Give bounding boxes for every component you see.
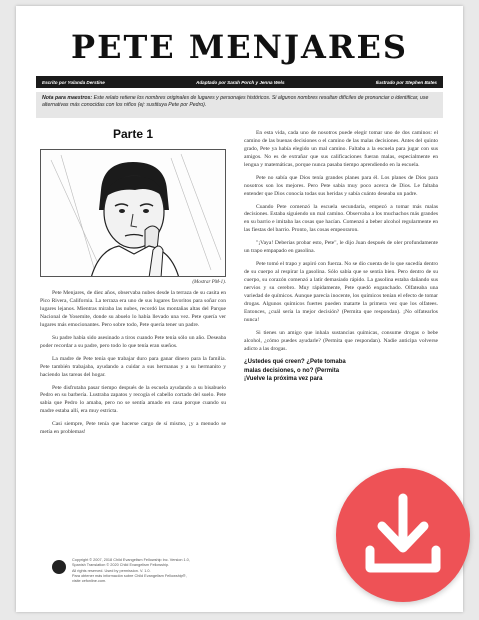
left-paragraph: La madre de Pete tenía que trabajar duro para ganar dinero para la familia. Pete también trabajaba, ayudando a cuidar a sus hermanas y a su hermanito y haciendo las tareas del hogar. <box>40 355 226 378</box>
copyright-line: Para obtener más información sobre Child Evangelism Fellowship®, <box>72 573 187 578</box>
question-line: ¡Vuelve la próxima vez para <box>244 375 323 382</box>
adapted-by: Adaptado por Sarah Porch y Jenna Wels <box>196 79 285 85</box>
discussion-question <box>244 358 438 382</box>
question-line: ¿Ustedes qué creen? ¿Pete tomaba <box>244 359 346 366</box>
cef-logo-icon <box>52 560 66 574</box>
boy-portrait-icon <box>41 150 226 277</box>
illustration-caption: (Mostrar PM-1). <box>192 280 226 286</box>
part-title: Parte 1 <box>112 127 154 141</box>
right-paragraph: En esta vida, cada uno de nosotros puede elegir tomar uno de dos caminos: el camino de las buenas decisiones o el camino de las malas decisiones. Antes del quinto grado, Pete ya había elegido un mal camino. Faltaba a la escuela para jugar con sus amigos. No es de extrañar que sus calificaciones fueran malas, especialmente en lengua y matemáticas, porque nunca pasaba tiempo aprendiendo en la escuela. <box>244 130 438 168</box>
download-icon <box>336 468 470 602</box>
credits-bar <box>36 76 443 88</box>
question-line: malas decisiones, o no? (Permita <box>244 367 340 374</box>
copyright-line: Spanish Translation © 2020 Child Evangelism Fellowship. <box>72 563 170 568</box>
right-column <box>244 130 438 383</box>
copyright-line: Copyright © 2007, 2018 Child Evangelism Fellowship Inc. Version 1.0, <box>72 558 190 562</box>
left-paragraph: Su padre había sido asesinado a tiros cuando Pete tenía sólo un año. Deseaba poder recordar a su padre, pero todo lo que tenía eran sueños. <box>40 334 226 349</box>
right-paragraph: "¡Vaya! Deberías probar esto, Pete", le dijo Juan después de oler profundamente un trapo empapado en gasolina. <box>244 240 438 255</box>
document-title: PETE MENJARES <box>71 28 408 66</box>
teacher-note-label: Nota para maestros: <box>42 95 93 101</box>
right-paragraph: Cuando Pete comenzó la escuela secundaria, empezó a tomar más malas decisiones. Estaba siguiendo un mal camino. Observaba a los muchachos más grandes en su barrio e imitaba las cosas que hacían. Comenzó a beber alcohol regularmente en las fiestas del barrio. Pronto, las cosas empeoraron. <box>244 203 438 234</box>
left-paragraph: Pete disfrutaba pasar tiempo después de la escuela ayudando a su bisabuelo Pedro en su barbería. Lustraba zapatos y recogía el cabello cortado del suelo. Pete sabía que Pedro lo amaba, pero no se sentía amado en casa porque cuando su madre estaba allí, era muy estricta. <box>40 384 226 415</box>
copyright-notice <box>72 558 237 585</box>
left-paragraph: Casi siempre, Pete tenía que hacerse cargo de sí mismo, ¡y a menudo se metía en problemas! <box>40 421 226 436</box>
left-column <box>40 126 226 442</box>
right-paragraph: Si tienes un amigo que inhala sustancias químicas, consume drogas o bebe alcohol, ¿cómo puedes ayudarle? (Permita que respondan). Nadie anticipa volverse adicto a las drogas. <box>244 329 438 352</box>
teacher-note <box>36 92 443 118</box>
right-paragraph: Pete no sabía que Dios tenía grandes planes para él. Los planes de Dios para nosotros son los mejores. Pero Pete sabía muy poco acerca de Dios. Le faltaba entender que Dios conocía todas sus heridas y sabía cuánto deseaba un padre. <box>244 174 438 197</box>
left-paragraph: Pete Menjares, de diez años, observaba nubes desde la terraza de su casita en Pico Rivera, California. La terraza era uno de sus lugares favoritos para soñar con lugares lejanos. Mientras miraba las nubes, recordó las montañas altas del Parque Nacional de Yosemite, donde su abuelo lo había llevado una vez. Pete quería ver lugares más emocionantes. Pero sobre todo, Pete quería tener un padre. <box>40 290 226 328</box>
right-paragraph: Pete tomó el trapo y aspiró con fuerza. No se dio cuenta de lo que sucedía dentro de su cuerpo al respirar la gasolina. Sólo sabía que se sentía bien. Pero dentro de su cuerpo, su corazón comenzó a latir demasiado rápido. La gasolina estaba dañando sus nervios y su cerebro. Muy rápidamente, Pete quedó enganchado. Olfateaba una variedad de químicos. Aunque parecía inocente, los químicos tenían el efecto de tomar drogas. Algunos químicos fuertes pueden matarte la primera vez que los olfatees. Entonces, ¿cuál sería la mejor decisión? (Permita que respondan). ¡No olfatearlos nunca! <box>244 261 438 323</box>
teacher-note-text: Este relato retiene los nombres originales de lugares y personajes históricos. Si algunos nombres resultan difíciles de pronunciar o identificar, use alternativas más conocidas con los niños (ej: sustituya Pete por Pedro). <box>42 95 429 109</box>
illustrated-by: Ilustrado por Stephen Bates <box>375 79 437 85</box>
copyright-line: All rights reserved. Used by permission. V. 1.0. <box>72 568 151 573</box>
boy-illustration <box>40 149 226 277</box>
copyright-line: visite cefonline.com. <box>72 579 107 584</box>
download-button[interactable] <box>336 468 470 602</box>
written-by: Escrito por Yolanda Derstine <box>42 79 105 85</box>
